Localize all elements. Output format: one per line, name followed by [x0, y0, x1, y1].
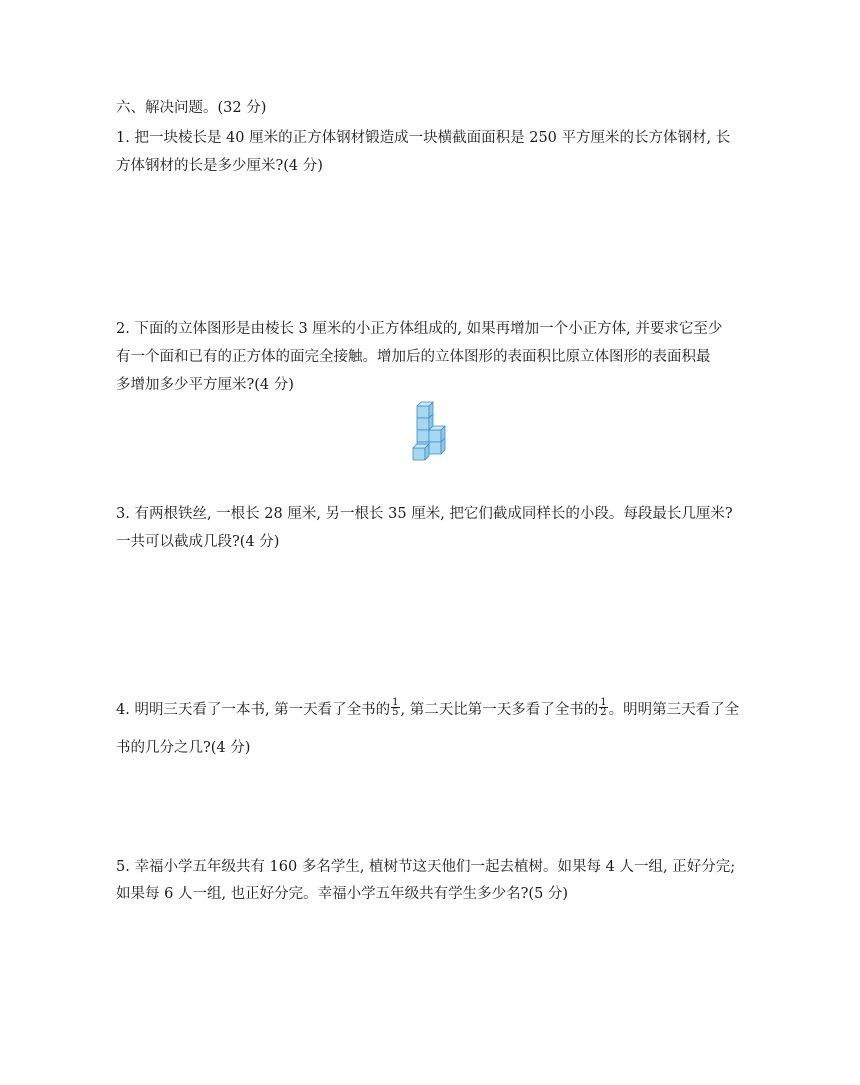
question-4-line-1 [116, 696, 740, 720]
question-4-text-part-1: 4. 明明三天看了一本书, 第一天看了全书的 [116, 702, 391, 718]
question-4-text-part-3: 。明明第三天看了全 [608, 702, 740, 718]
cube-face [417, 418, 429, 430]
question-5-line-2: 如果每 6 人一组, 也正好分完。幸福小学五年级共有学生多少名?(5 分) [116, 886, 569, 902]
fraction-numerator: 1 [600, 696, 607, 708]
cube-face [429, 430, 441, 442]
cube-face [417, 442, 429, 444]
section-heading: 六、解决问题。(32 分) [116, 100, 267, 116]
fraction-numerator: 1 [392, 696, 399, 708]
fraction-denominator: 2 [600, 706, 607, 718]
cube-face [417, 430, 429, 442]
fraction-one-half [599, 698, 607, 717]
question-2-line-3: 多增加多少平方厘米?(4 分) [116, 377, 294, 393]
question-1-line-1: 1. 把一块棱长是 40 厘米的正方体钢材锻造成一块横截面面积是 250 平方厘米的长方体钢材, 长 [116, 130, 731, 146]
cube-face [417, 406, 429, 418]
question-2-line-1: 2. 下面的立体图形是由棱长 3 厘米的小正方体组成的, 如果再增加一个小正方体, 并要求它至少 [116, 321, 723, 337]
cube-face [429, 442, 441, 454]
cube-face [413, 448, 425, 460]
question-1-line-2: 方体钢材的长是多少厘米?(4 分) [116, 158, 323, 174]
stacked-cubes-figure [408, 398, 450, 466]
question-4-text-part-2: , 第二天比第一天多看了全书的 [400, 702, 599, 718]
question-3-line-1: 3. 有两根铁丝, 一根长 28 厘米, 另一根长 35 厘米, 把它们截成同样长的小段。每段最长几厘米? [116, 506, 733, 522]
question-5-line-1: 5. 幸福小学五年级共有 160 多名学生, 植树节这天他们一起去植树。如果每 4 人一组, 正好分完; [116, 859, 736, 875]
fraction-one-fifth [391, 698, 399, 717]
question-2-line-2: 有一个面和已有的正方体的面完全接触。增加后的立体图形的表面积比原立体图形的表面积最 [116, 349, 711, 365]
fraction-denominator: 5 [392, 706, 399, 718]
question-4-line-2: 书的几分之几?(4 分) [116, 740, 251, 756]
question-3-line-2: 一共可以截成几段?(4 分) [116, 534, 280, 550]
